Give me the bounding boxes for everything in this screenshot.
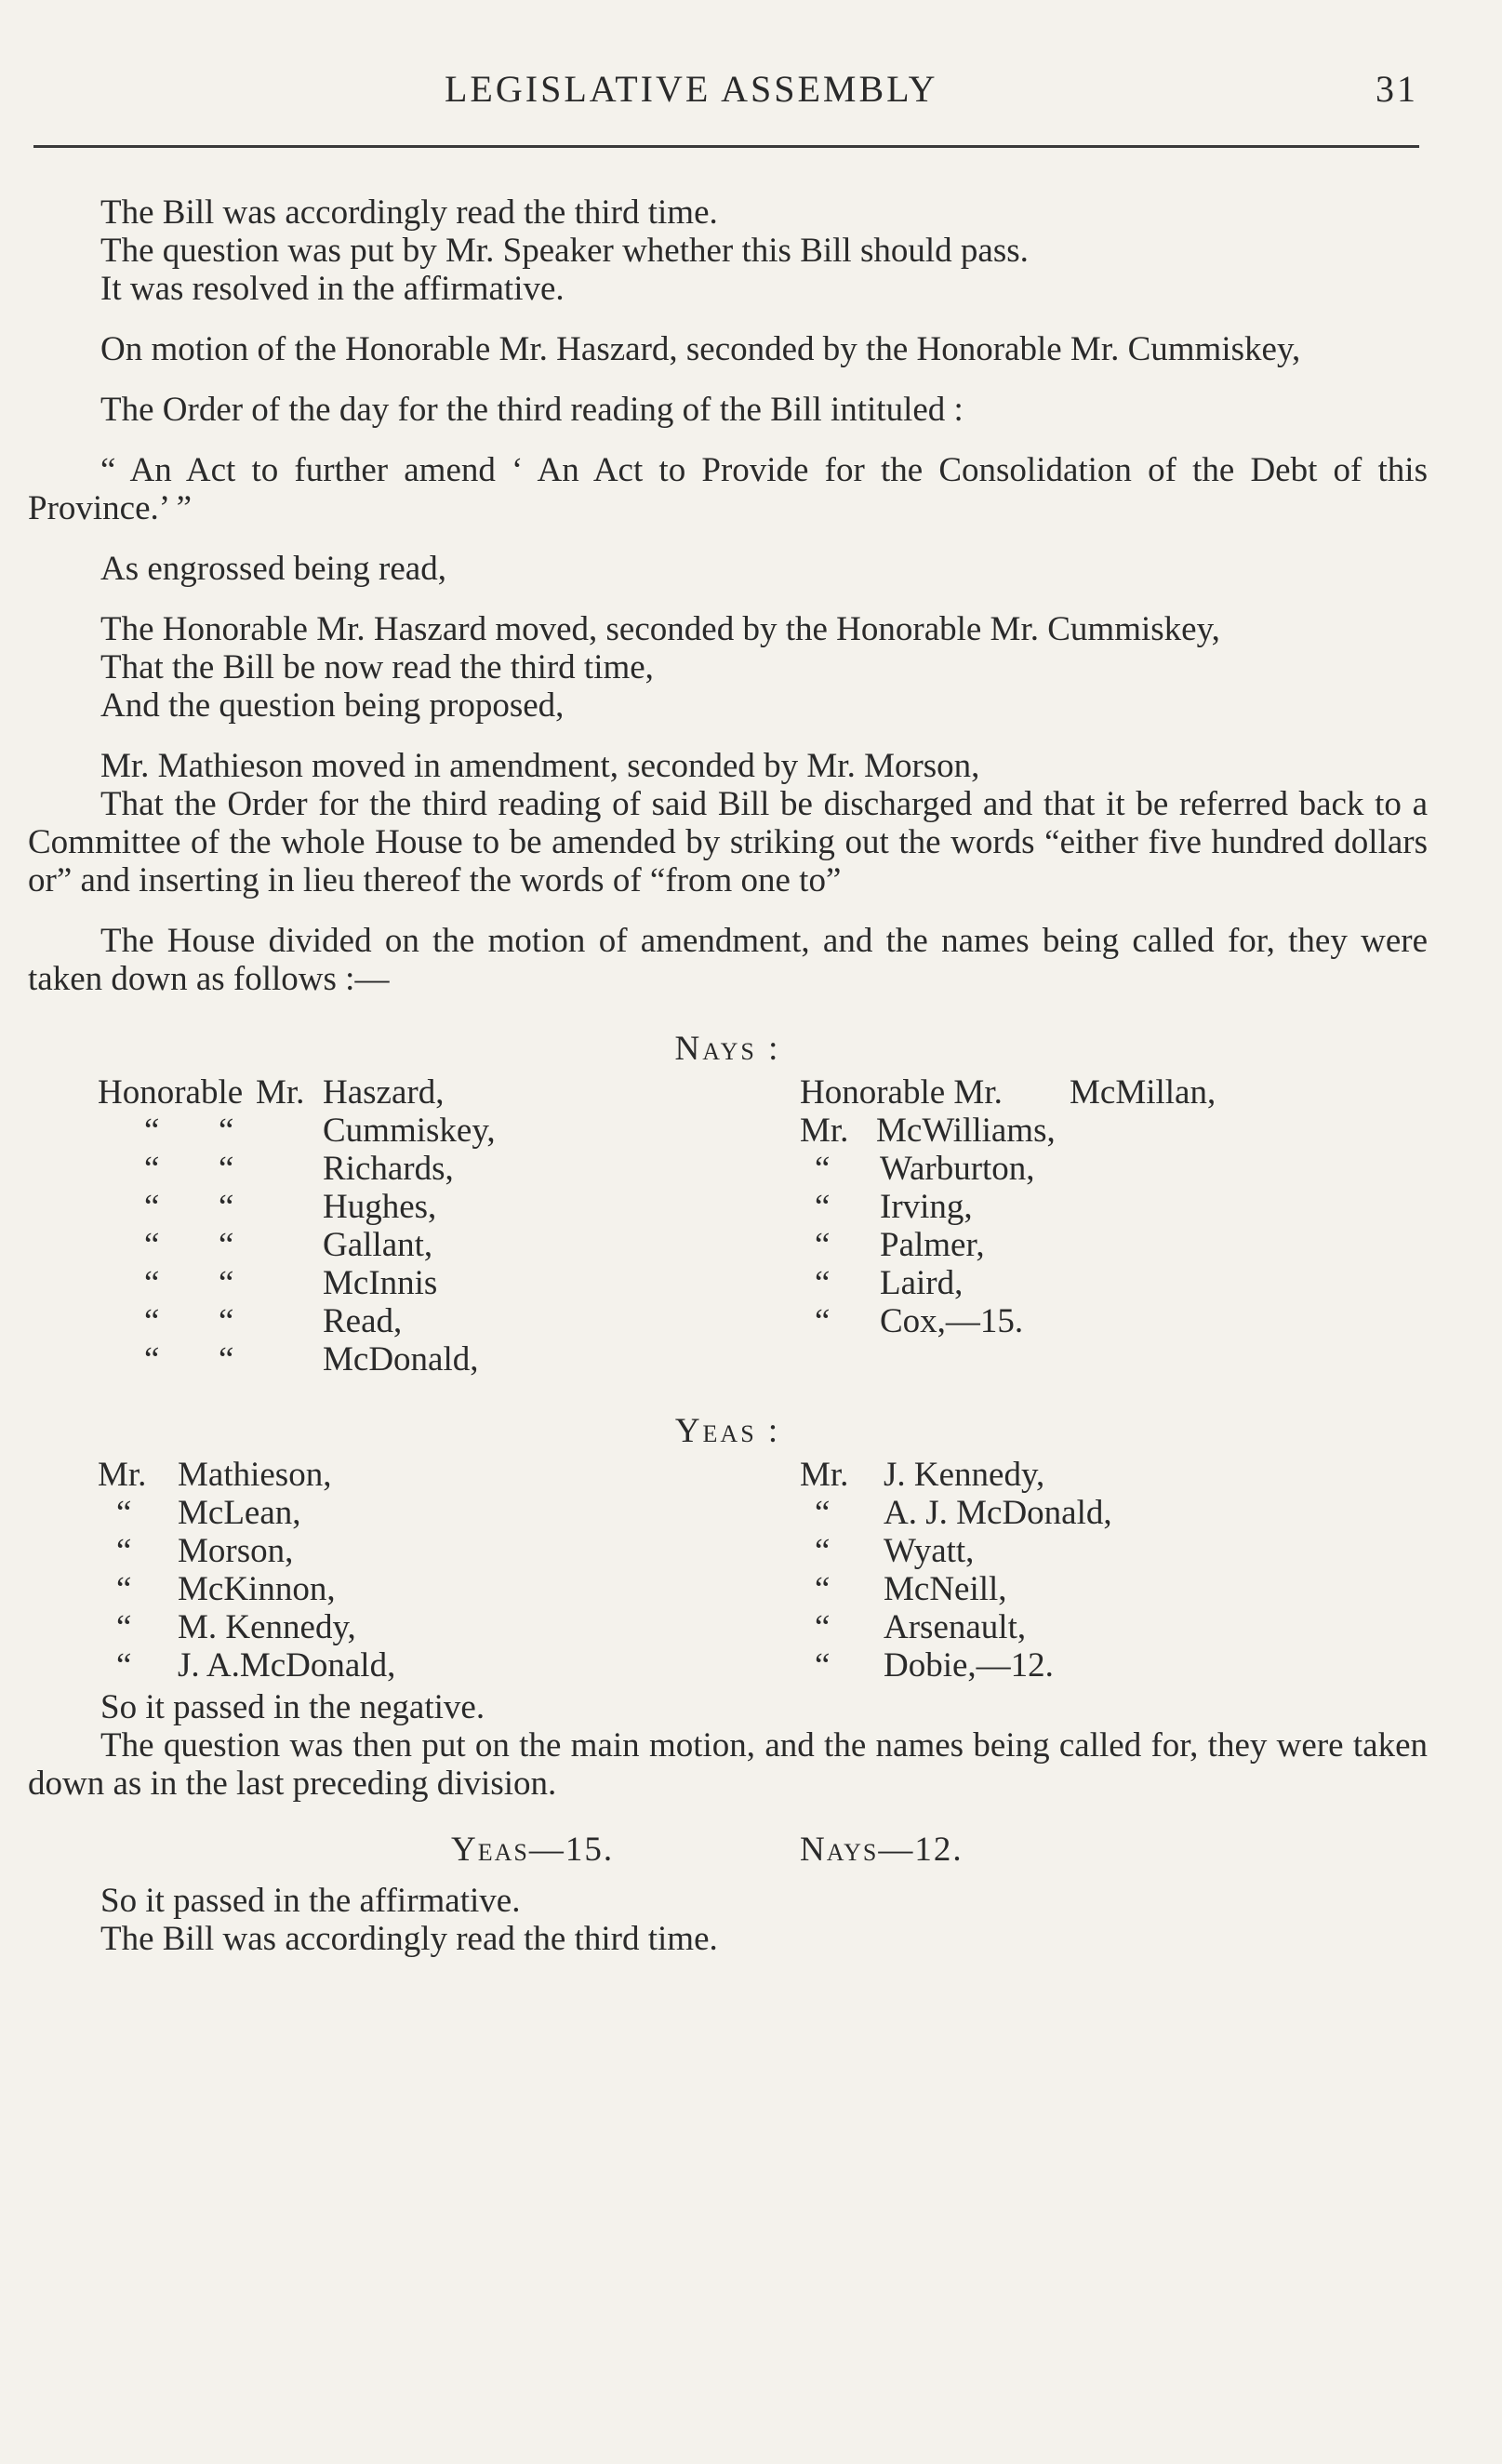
- page-body: [28, 193, 1428, 1958]
- paragraph-third-time: The Bill was accordingly read the third time.: [100, 193, 718, 232]
- paragraph-amendment-text: That the Order for the third reading of said Bill be discharged and that it be referred back to a Committee of the whole House to be amended by striking out the words “either five hundred dollars or” and inserting in lieu thereof the words of “from one to”: [28, 785, 1428, 899]
- bill-title: “ An Act to further amend ‘ An Act to Provide for the Consolidation of the Debt of this Province.’ ”: [28, 451, 1428, 527]
- final-yeas: Yeas—15.: [451, 1831, 615, 1869]
- page-header-title: LEGISLATIVE ASSEMBLY: [445, 68, 938, 110]
- paragraph-division: The House divided on the motion of amendment, and the names being called for, they were taken down as follows :—: [28, 922, 1428, 998]
- paragraph-read-third-time: That the Bill be now read the third time,: [100, 648, 654, 686]
- paragraph-question: The question was put by Mr. Speaker whether this Bill should pass.: [100, 232, 1029, 270]
- paragraph-amendment-intro: Mr. Mathieson moved in amendment, seconded by Mr. Morson,: [100, 747, 980, 785]
- nays-heading: Nays :: [674, 1030, 781, 1068]
- nays-list: Honorable Mr. Haszard, “ “ Cummiskey, “ “ Richards, “ “ Hughes, “ “ Gallant, “ “ McInnis “ “ Read, “ “ McDonald, Honorable Mr. McMillan, Mr. McWilliams, “ Warburton, “ Irving, “ Palmer, “ Laird, “ Cox,—15.: [98, 1073, 1216, 1379]
- header-rule: [33, 145, 1419, 148]
- paragraph-moved: The Honorable Mr. Haszard moved, seconded by the Honorable Mr. Cummiskey,: [100, 610, 1220, 648]
- paragraph-order: The Order of the day for the third reading of the Bill intituled :: [100, 391, 964, 429]
- paragraph-question-proposed: And the question being proposed,: [100, 686, 565, 725]
- paragraph-resolved: It was resolved in the affirmative.: [100, 270, 565, 308]
- paragraph-affirmative: So it passed in the affirmative.: [100, 1882, 521, 1920]
- final-division: [28, 1831, 1428, 1872]
- yeas-heading: Yeas :: [674, 1412, 781, 1450]
- page-number: 31: [1376, 68, 1418, 110]
- paragraph-main-motion: The question was then put on the main motion, and the names being called for, they were taken down as in the last preceding division.: [28, 1726, 1428, 1803]
- paragraph-closing: The Bill was accordingly read the third time.: [100, 1920, 718, 1958]
- final-nays: Nays—12.: [800, 1831, 964, 1869]
- paragraph-motion: On motion of the Honorable Mr. Haszard, seconded by the Honorable Mr. Cummiskey,: [100, 330, 1301, 368]
- yeas-list: Mr. Mathieson, “ McLean, “ Morson, “ McKinnon, “ M. Kennedy, “ J. A.McDonald, Mr. J. Kennedy, “ A. J. McDonald, “ Wyatt, “ McNeill, “ Arsenault, “ Dobie,—12.: [98, 1456, 1112, 1685]
- paragraph-engrossed: As engrossed being read,: [100, 550, 446, 588]
- paragraph-negative: So it passed in the negative.: [100, 1688, 485, 1726]
